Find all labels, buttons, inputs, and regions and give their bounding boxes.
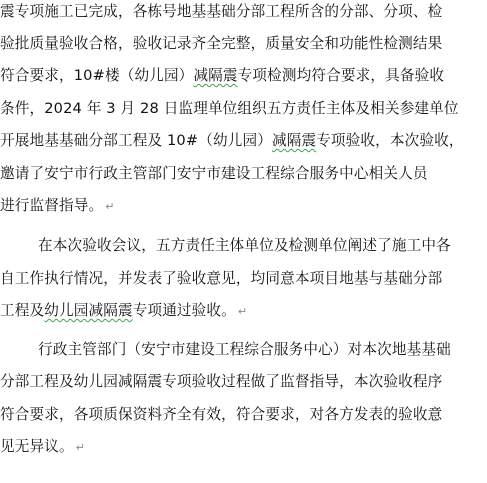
text-run: 邀请了安宁市行政主管部门安宁市建设工程综合服务中心相关人员 xyxy=(0,165,428,182)
text-run: 专项通过验收。 xyxy=(132,302,236,319)
paragraph-2-line-2 xyxy=(0,268,442,290)
paragraph-3-line-1 xyxy=(38,339,451,361)
text-run: 在本次验收会议，五方责任主体单位及检测单位阐述了施工中各 xyxy=(38,237,451,254)
paragraph-mark-icon: ↵ xyxy=(75,441,86,454)
text-run: 见无异议。 xyxy=(0,438,74,455)
text-run: 专项验收，本次验收， xyxy=(316,132,464,149)
spellcheck-underlined-text: 减隔震 xyxy=(271,132,317,149)
paragraph-3-line-2 xyxy=(0,371,442,393)
paragraph-mark-icon: ↵ xyxy=(237,305,248,318)
text-run: 专项检测均符合要求，具备验收 xyxy=(237,67,445,84)
paragraph-3-line-4 xyxy=(0,436,85,458)
paragraph-1-line-4 xyxy=(0,98,459,120)
spellcheck-underlined-text: 减隔震 xyxy=(193,67,238,84)
paragraph-2-line-1 xyxy=(38,235,451,257)
text-run: 符合要求，各项质保资料齐全有效，符合要求，对各方发表的验收意 xyxy=(0,406,443,423)
text-run: 开展地基基础分部工程及 10#（幼儿园） xyxy=(0,132,272,149)
text-run: 条件，2024 年 3 月 28 日监理单位组织五方责任主体及相关参建单位 xyxy=(0,100,459,117)
text-run: 工程及 xyxy=(0,302,45,319)
paragraph-mark-icon: ↵ xyxy=(105,200,115,213)
text-run: 震专项施工已完成，各栋号地基基础分部工程所含的分部、分项、检 xyxy=(0,3,443,20)
paragraph-1-line-5 xyxy=(0,130,464,152)
text-run: 分部工程及幼儿园减隔震专项验收过程做了监督指导，本次验收程序 xyxy=(0,373,443,390)
text-run: 符合要求，10#楼（幼儿园） xyxy=(0,67,194,84)
text-run: 自工作执行情况，并发表了验收意见，均同意本项目地基与基础分部 xyxy=(0,270,443,287)
text-run: 行政主管部门（安宁市建设工程综合服务中心）对本次地基基础 xyxy=(38,341,451,358)
paragraph-1-line-2 xyxy=(0,33,442,55)
paragraph-2-line-3 xyxy=(0,300,247,322)
spellcheck-underlined-text: 幼儿园减隔震 xyxy=(44,302,133,319)
paragraph-1-line-6 xyxy=(0,163,428,185)
text-run: 进行监督指导。 xyxy=(0,197,104,214)
paragraph-3-line-3 xyxy=(0,404,442,426)
text-run: 验批质量验收合格，验收记录齐全完整，质量安全和功能性检测结果 xyxy=(0,35,443,52)
paragraph-1-line-1 xyxy=(0,1,442,23)
paragraph-1-line-7 xyxy=(0,195,115,217)
paragraph-1-line-3 xyxy=(0,65,444,87)
